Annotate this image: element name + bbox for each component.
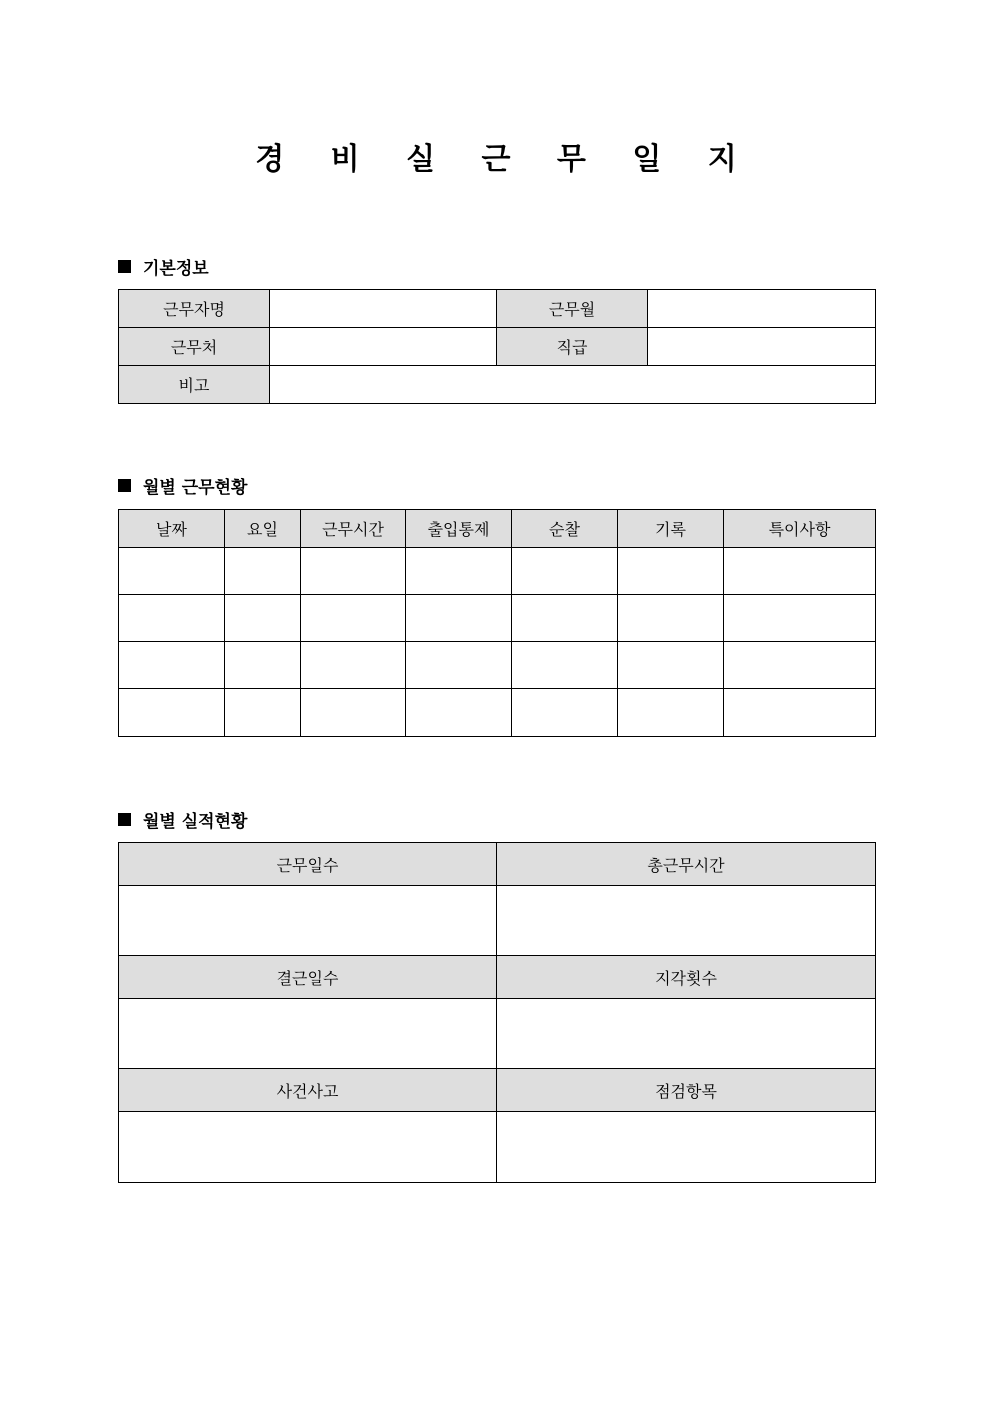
field-workplace[interactable] [270,328,497,366]
label-work-month: 근무월 [497,290,648,328]
field-remarks[interactable] [270,366,876,404]
table-cell[interactable] [512,642,618,689]
table-cell[interactable] [406,548,512,595]
table-cell[interactable] [119,642,225,689]
table-cell[interactable] [406,642,512,689]
section-heading-monthly-status-label: 월별 근무현황 [143,478,248,498]
column-header-access-control: 출입통제 [406,510,512,548]
table-cell[interactable] [119,548,225,595]
square-bullet-icon [118,813,131,826]
table-cell[interactable] [512,595,618,642]
field-position[interactable] [648,328,876,366]
table-cell[interactable] [301,595,406,642]
field-late-count[interactable] [497,999,876,1069]
field-total-hours[interactable] [497,886,876,956]
label-worker-name: 근무자명 [119,290,270,328]
table-cell[interactable] [512,548,618,595]
field-absent-days[interactable] [119,999,497,1069]
monthly-status-table [118,509,876,737]
column-header-notes: 특이사항 [724,510,876,548]
table-cell[interactable] [724,689,876,737]
square-bullet-icon [118,260,131,273]
table-cell[interactable] [119,595,225,642]
table-cell[interactable] [225,689,301,737]
label-absent-days: 결근일수 [119,956,497,999]
column-header-patrol: 순찰 [512,510,618,548]
label-total-hours: 총근무시간 [497,843,876,886]
label-late-count: 지각횟수 [497,956,876,999]
basic-info-table [118,289,876,404]
label-remarks: 비고 [119,366,270,404]
table-row [119,689,876,737]
field-incidents[interactable] [119,1112,497,1183]
table-row [119,548,876,595]
section-heading-basic [118,254,209,279]
field-work-month[interactable] [648,290,876,328]
table-cell[interactable] [225,642,301,689]
field-inspection[interactable] [497,1112,876,1183]
column-header-work-hours: 근무시간 [301,510,406,548]
table-cell[interactable] [724,548,876,595]
table-row [119,642,876,689]
table-row [119,595,876,642]
label-position: 직급 [497,328,648,366]
label-work-days: 근무일수 [119,843,497,886]
table-cell[interactable] [618,689,724,737]
square-bullet-icon [118,479,131,492]
table-cell[interactable] [724,642,876,689]
table-cell[interactable] [301,689,406,737]
section-heading-monthly-status [118,473,247,498]
field-work-days[interactable] [119,886,497,956]
table-cell[interactable] [406,689,512,737]
section-heading-basic-label: 기본정보 [143,259,209,279]
table-cell[interactable] [225,548,301,595]
label-workplace: 근무처 [119,328,270,366]
table-cell[interactable] [225,595,301,642]
table-cell[interactable] [119,689,225,737]
label-inspection: 점검항목 [497,1069,876,1112]
monthly-performance-table [118,842,876,1183]
table-cell[interactable] [618,548,724,595]
column-header-record: 기록 [618,510,724,548]
column-header-weekday: 요일 [225,510,301,548]
table-cell[interactable] [512,689,618,737]
table-cell[interactable] [301,548,406,595]
table-cell[interactable] [618,595,724,642]
section-heading-monthly-performance-label: 월별 실적현황 [143,812,248,832]
page-title: 경 비 실 근 무 일 지 [255,142,755,177]
field-worker-name[interactable] [270,290,497,328]
column-header-date: 날짜 [119,510,225,548]
table-cell[interactable] [618,642,724,689]
table-cell[interactable] [406,595,512,642]
table-cell[interactable] [724,595,876,642]
table-cell[interactable] [301,642,406,689]
label-incidents: 사건사고 [119,1069,497,1112]
section-heading-monthly-performance [118,807,247,832]
